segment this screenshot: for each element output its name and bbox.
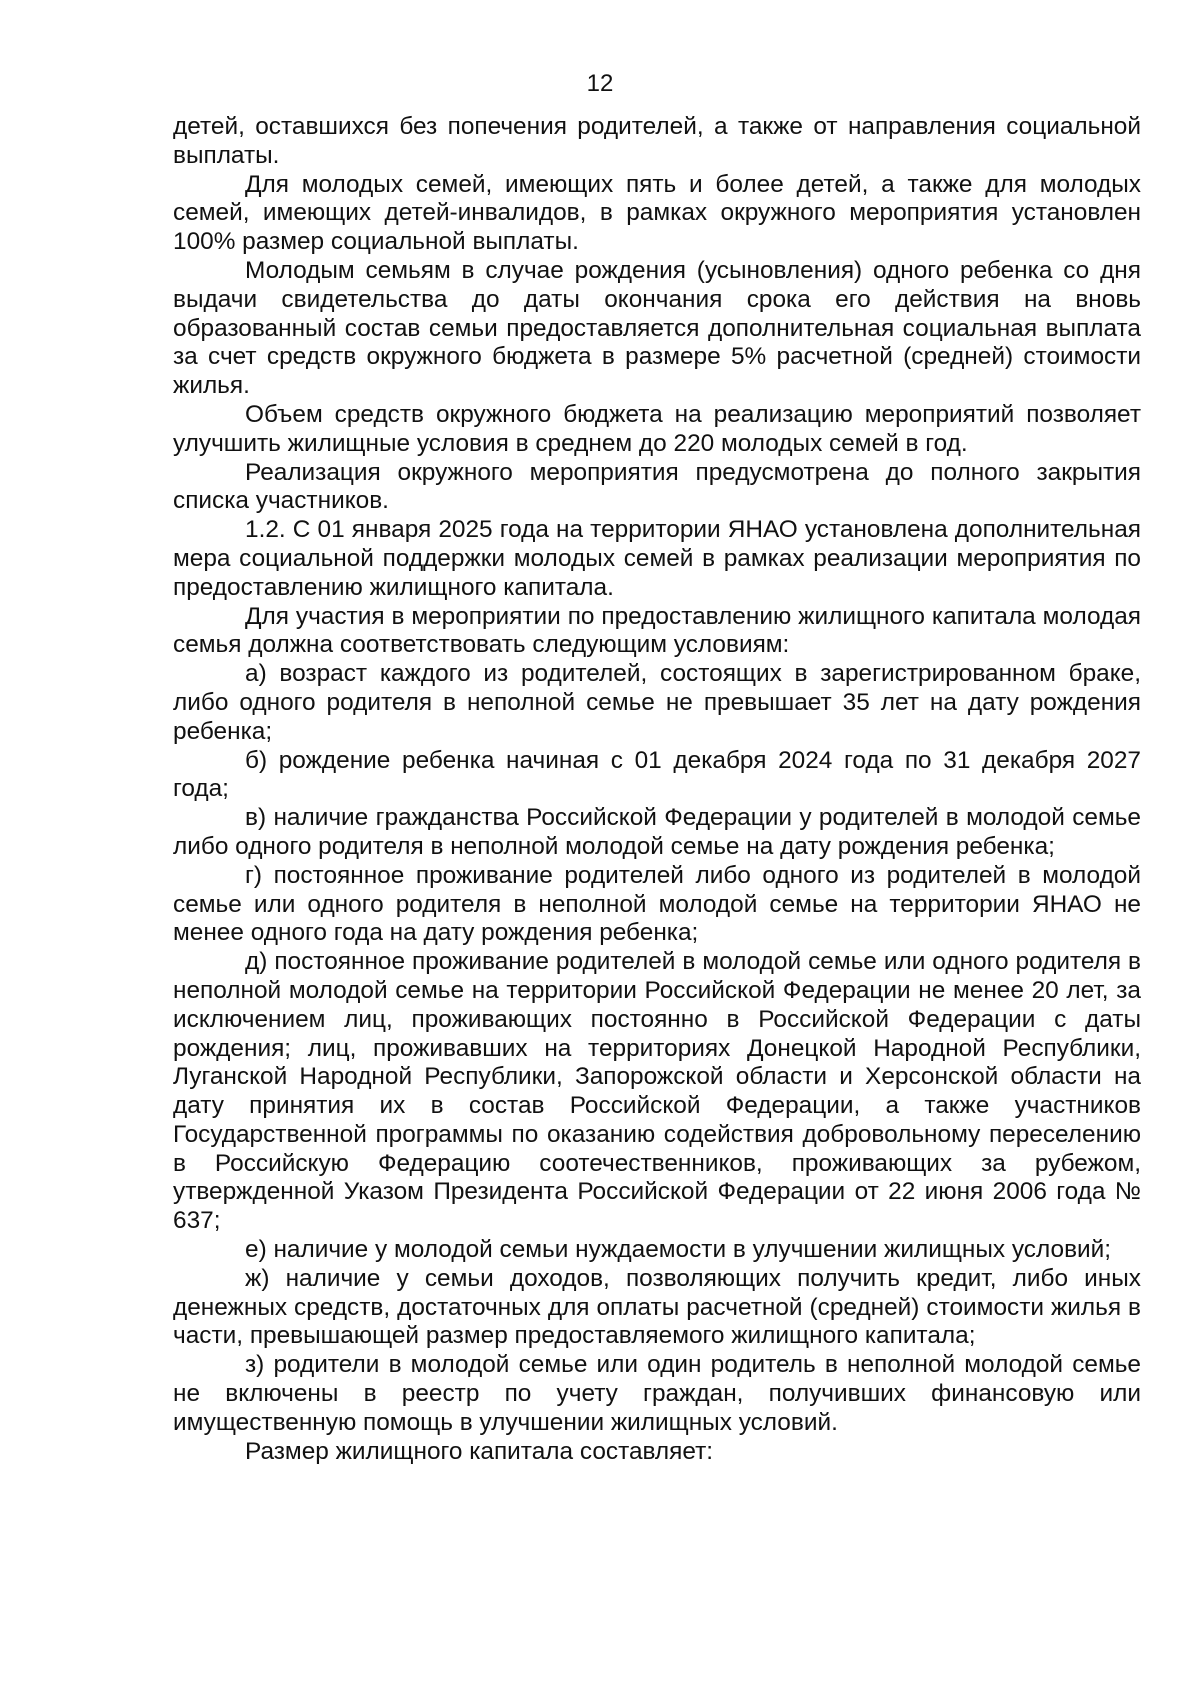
paragraph-additional-payment: Молодым семьям в случае рождения (усыновления) одного ребенка со дня выдачи свидетельства до даты окончания срока его действия на вновь образованный состав семьи предоставляется дополнительная социальная выплата за счет средств окружного бюджета в размере 5% расчетной (средней) стоимости жилья.	[173, 256, 1141, 400]
list-item-d: д) постоянное проживание родителей в молодой семье или одного родителя в неполной молодой семье на территории Российской Федерации не менее 20 лет, за исключением лиц, проживающих постоянно в Российской Федерации с даты рождения; лиц, проживавших на территориях Донецкой Народной Республики, Луганской Народной Республики, Запорожской области и Херсонской области на дату принятия их в состав Российской Федерации, а также участников Государственной программы по оказанию содействия добровольному переселению в Российскую Федерацию соотечественников, проживающих за рубежом, утвержденной Указом Президента Российской Федерации от 22 июня 2006 года № 637;	[173, 948, 1141, 1235]
list-item-g: г) постоянное проживание родителей либо одного из родителей в молодой семье или одного родителя в неполной молодой семье на территории ЯНАО не менее одного года на дату рождения ребенка;	[173, 861, 1141, 947]
paragraph-large-families: Для молодых семей, имеющих пять и более детей, а также для молодых семей, имеющих детей-инвалидов, в рамках окружного мероприятия установлен 100% размер социальной выплаты.	[173, 170, 1141, 256]
document-body	[173, 113, 1141, 1466]
list-item-a: а) возраст каждого из родителей, состоящих в зарегистрированном браке, либо одного родителя в неполной семье не превышает 35 лет на дату рождения ребенка;	[173, 660, 1141, 745]
paragraph-budget-volume: Объем средств окружного бюджета на реализацию мероприятий позволяет улучшить жилищные условия в среднем до 220 молодых семей в год.	[173, 400, 1141, 457]
list-item-v: в) наличие гражданства Российской Федерации у родителей в молодой семье либо одного родителя в неполной молодой семье на дату рождения ребенка;	[173, 804, 1141, 860]
page-number: 12	[586, 70, 614, 97]
list-item-zh: ж) наличие у семьи доходов, позволяющих получить кредит, либо иных денежных средств, достаточных для оплаты расчетной (средней) стоимости жилья в части, превышающей размер предоставляемого жилищного капитала;	[173, 1264, 1141, 1350]
list-item-e: е) наличие у молодой семьи нуждаемости в улучшении жилищных условий;	[245, 1236, 1112, 1264]
list-item-z: з) родители в молодой семье или один родитель в неполной молодой семье не включены в реестр по учету граждан, получивших финансовую или имущественную помощь в улучшении жилищных условий.	[173, 1351, 1141, 1436]
paragraph-capital-size: Размер жилищного капитала составляет:	[245, 1437, 714, 1465]
paragraph-section-1-2: 1.2. С 01 января 2025 года на территории ЯНАО установлена дополнительная мера социальной поддержки молодых семей в рамках реализации мероприятия по предоставлению жилищного капитала.	[173, 516, 1141, 601]
paragraph-conditions-intro: Для участия в мероприятии по предоставлению жилищного капитала молодая семья должна соответствовать следующим условиям:	[173, 602, 1141, 659]
paragraph-implementation: Реализация окружного мероприятия предусмотрена до полного закрытия списка участников.	[173, 458, 1141, 515]
list-item-b: б) рождение ребенка начиная с 01 декабря 2024 года по 31 декабря 2027 года;	[173, 746, 1141, 803]
paragraph-continuation: детей, оставшихся без попечения родителей, а также от направления социальной выплаты.	[173, 113, 1141, 169]
